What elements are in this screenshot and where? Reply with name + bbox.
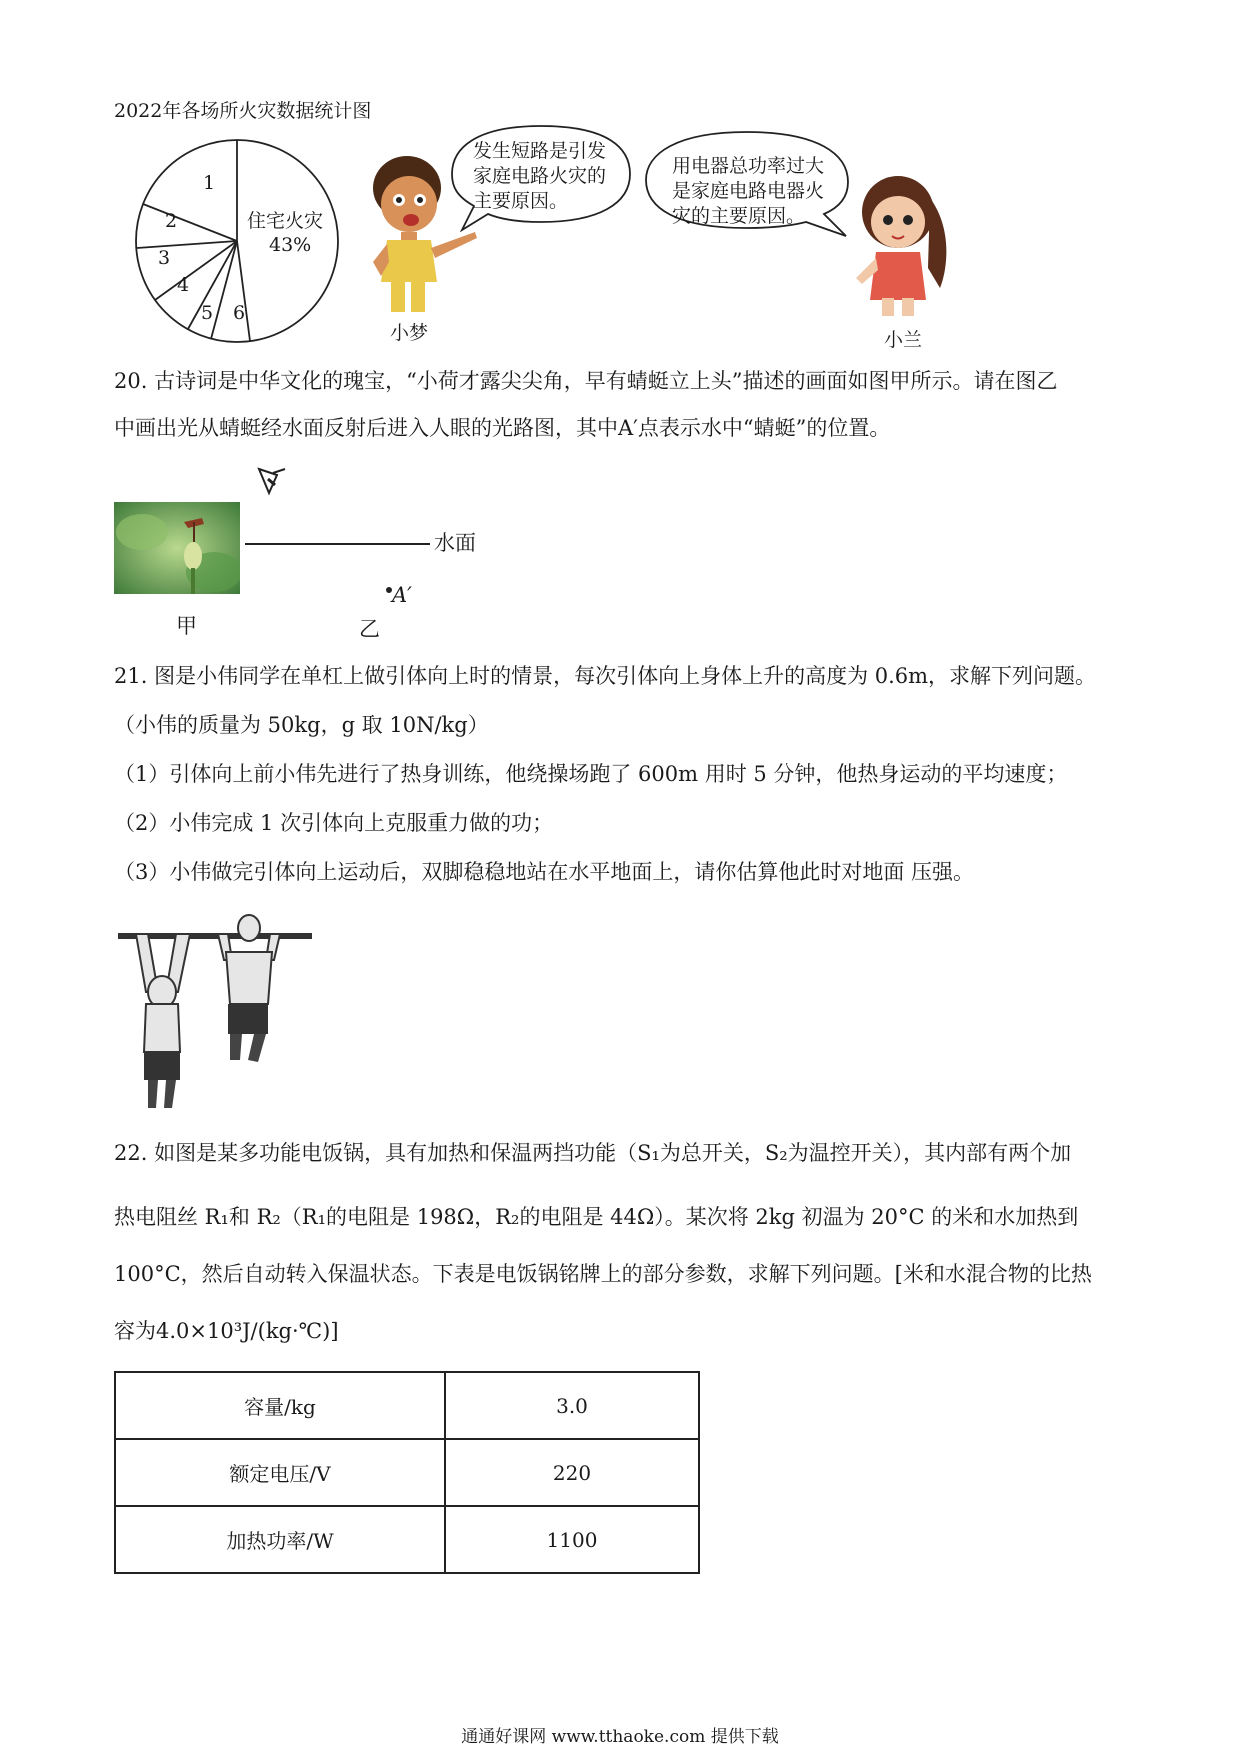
boy-name: 小梦 — [390, 322, 429, 344]
boy-speech-line-3: 主要原因。 — [473, 190, 569, 212]
pie-slice-label-5: 5 — [201, 302, 214, 324]
pie-slice-label-6: 6 — [233, 302, 246, 324]
water-surface-line — [245, 541, 430, 547]
pie-slice-label-1: 1 — [203, 172, 216, 194]
table-cell-label: 加热功率/W — [115, 1506, 445, 1573]
q21-line-1: 21. 图是小伟同学在单杠上做引体向上时的情景，每次引体向上身体上升的高度为 0.6m，求解下列问题。 — [114, 664, 1097, 688]
q21-line-2: （小伟的质量为 50kg，g 取 10N/kg） — [114, 713, 489, 737]
q21-part-1: （1）引体向上前小伟先进行了热身训练，他绕操场跑了 600m 用时 5 分钟，他热身运动的平均速度； — [114, 762, 1068, 786]
table-cell-label: 容量/kg — [115, 1372, 445, 1439]
image-point-label: A′ — [392, 583, 412, 607]
pull-up-illustration — [118, 912, 314, 1110]
table-cell-value: 1100 — [445, 1506, 699, 1573]
table-cell-label: 额定电压/V — [115, 1439, 445, 1506]
boy-speech-line-1: 发生短路是引发 — [473, 140, 607, 162]
table-cell-value: 220 — [445, 1439, 699, 1506]
pie-main-label: 住宅火灾 — [247, 210, 324, 232]
table-row — [115, 1506, 699, 1573]
girl-illustration — [848, 168, 958, 318]
eye-icon — [255, 465, 291, 499]
q22-line-3: 100°C，然后自动转入保温状态。下表是电饭锅铭牌上的部分参数，求解下列问题。[米和水混合物的比热 — [114, 1262, 1092, 1286]
dragonfly-lotus-photo — [114, 502, 240, 594]
q22-line-1: 22. 如图是某多功能电饭锅，具有加热和保温两挡功能（S₁为总开关，S₂为温控开关），其内部有两个加 — [114, 1141, 1072, 1165]
q21-part-3: （3）小伟做完引体向上运动后，双脚稳稳地站在水平地面上，请你估算他此时对地面 压强。 — [114, 860, 975, 884]
pie-slice-label-2: 2 — [165, 210, 178, 232]
pie-divider-2 — [143, 204, 237, 241]
pie-chart-title: 2022年各场所火灾数据统计图 — [114, 100, 372, 122]
table-row — [115, 1372, 699, 1439]
q22-line-2: 热电阻丝 R₁和 R₂（R₁的电阻是 198Ω，R₂的电阻是 44Ω）。某次将 2kg 初温为 20°C 的米和水加热到 — [114, 1205, 1079, 1229]
q21-part-2: （2）小伟完成 1 次引体向上克服重力做的功； — [114, 811, 554, 835]
pie-slice-label-4: 4 — [177, 274, 190, 296]
boy-speech-line-2: 家庭电路火灾的 — [473, 165, 607, 187]
rice-cooker-parameter-table — [114, 1371, 700, 1574]
girl-speech-line-3: 灾的主要原因。 — [672, 205, 806, 227]
girl-name: 小兰 — [884, 329, 923, 351]
table-row — [115, 1439, 699, 1506]
page-footer: 通通好课网 www.tthaoke.com 提供下载 — [461, 1727, 779, 1747]
girl-speech-line-1: 用电器总功率过大 — [672, 155, 825, 177]
q20-line-2: 中画出光从蜻蜓经水面反射后进入人眼的光路图，其中A′点表示水中“蜻蜓”的位置。 — [114, 416, 891, 440]
q20-line-1: 20. 古诗词是中华文化的瑰宝，“小荷才露尖尖角，早有蜻蜓立上头”描述的画面如图甲所示。请在图乙 — [114, 369, 1058, 393]
q22-line-4: 容为4.0×10³J/(kg·℃)] — [114, 1319, 339, 1343]
water-surface-label: 水面 — [434, 531, 476, 555]
pie-divider-3 — [137, 241, 237, 248]
figure-a-label: 甲 — [176, 614, 197, 638]
pie-slice-label-3: 3 — [158, 247, 171, 269]
table-cell-value: 3.0 — [445, 1372, 699, 1439]
girl-speech-line-2: 是家庭电路电器火 — [672, 180, 825, 202]
figure-b-label: 乙 — [359, 617, 380, 641]
pie-main-percent: 43% — [269, 234, 312, 256]
